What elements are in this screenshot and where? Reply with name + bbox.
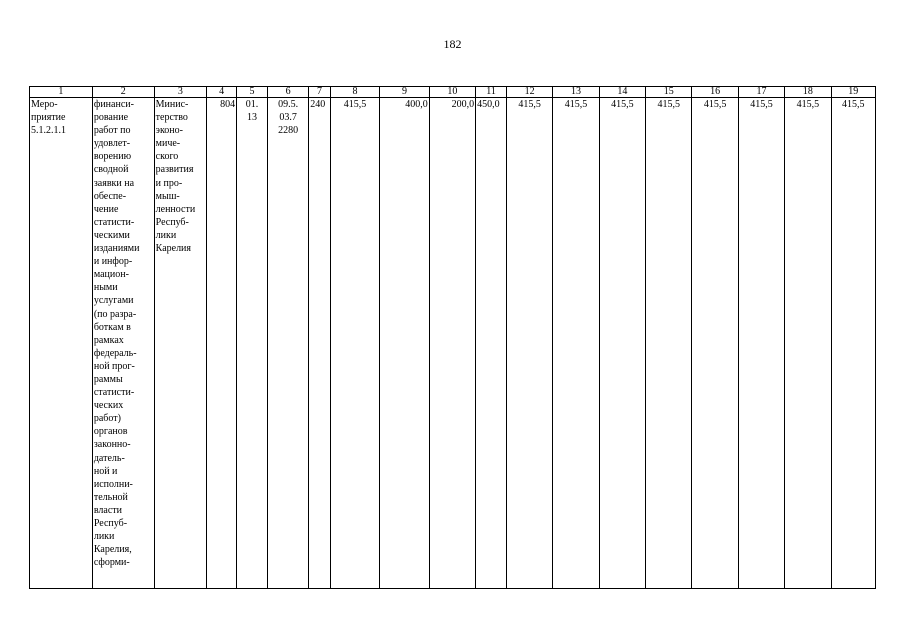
column-header: 15 xyxy=(646,87,692,98)
column-header: 6 xyxy=(267,87,308,98)
budget-table xyxy=(29,86,876,589)
value-cell: 415,5 xyxy=(692,98,738,589)
value-cell: 415,5 xyxy=(553,98,599,589)
column-header: 8 xyxy=(330,87,379,98)
value-cell: 415,5 xyxy=(506,98,552,589)
section-code-cell: 01. 13 xyxy=(237,98,268,589)
column-header: 11 xyxy=(476,87,507,98)
table-row xyxy=(30,98,876,589)
column-header: 16 xyxy=(692,87,738,98)
ministry-code-cell: 804 xyxy=(207,98,237,589)
value-cell: 200,0 xyxy=(429,98,475,589)
value-cell: 415,5 xyxy=(831,98,876,589)
value-cell: 450,0 xyxy=(476,98,507,589)
column-number-row xyxy=(30,87,876,98)
page-number: 182 xyxy=(443,37,462,51)
column-header: 14 xyxy=(599,87,645,98)
measure-description-cell: финанси- рование работ по удовлет- ворению сводной заявки на обеспе- чение статисти- ческими изданиями и инфор- мацион- ными услугами (по разра- боткам в рамках федераль- ной прог- раммы статисти- ческих работ) органов законно- датель- ной и исполни- тельной власти Респуб- лики Карелия, сформи- xyxy=(92,98,154,589)
column-header: 1 xyxy=(30,87,93,98)
column-header: 5 xyxy=(237,87,268,98)
column-header: 7 xyxy=(309,87,331,98)
column-header: 4 xyxy=(207,87,237,98)
column-header: 2 xyxy=(92,87,154,98)
target-article-cell: 09.5. 03.7 2280 xyxy=(267,98,308,589)
value-cell: 415,5 xyxy=(646,98,692,589)
column-header: 19 xyxy=(831,87,876,98)
value-cell: 415,5 xyxy=(599,98,645,589)
measure-code-cell: Меро- приятие 5.1.2.1.1 xyxy=(30,98,93,589)
value-cell: 415,5 xyxy=(785,98,831,589)
column-header: 13 xyxy=(553,87,599,98)
column-header: 10 xyxy=(429,87,475,98)
column-header: 12 xyxy=(506,87,552,98)
column-header: 18 xyxy=(785,87,831,98)
executor-cell: Минис- терство эконо- миче- ского развития и про- мыш- ленности Респуб- лики Карелия xyxy=(154,98,207,589)
column-header: 9 xyxy=(380,87,429,98)
value-cell: 415,5 xyxy=(330,98,379,589)
column-header: 17 xyxy=(738,87,784,98)
column-header: 3 xyxy=(154,87,207,98)
value-cell: 415,5 xyxy=(738,98,784,589)
expense-type-cell: 240 xyxy=(309,98,331,589)
value-cell: 400,0 xyxy=(380,98,429,589)
